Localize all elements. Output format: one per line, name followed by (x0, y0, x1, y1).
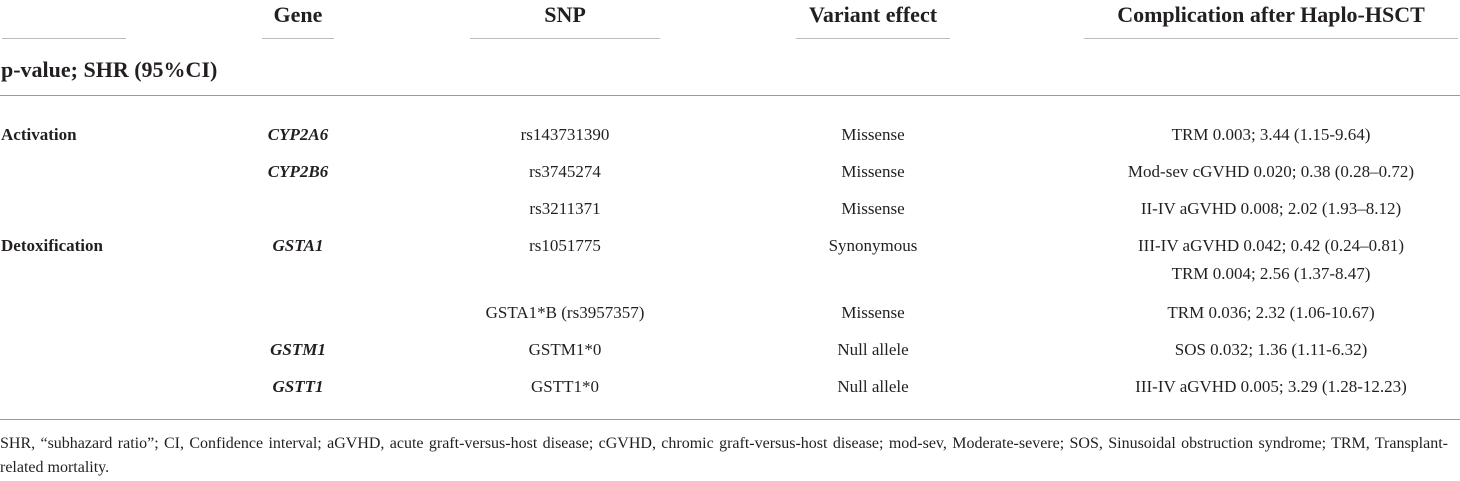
header-rule-snp (470, 38, 660, 39)
gene-cell: GSTM1 (270, 340, 326, 359)
complication-cell: TRM 0.003; 3.44 (1.15-9.64) (1171, 125, 1371, 144)
variant-effect-cell: Null allele (837, 377, 909, 396)
variant-effect-cell: Missense (841, 303, 905, 322)
variant-effect-cell: Synonymous (828, 236, 918, 255)
pathway-detoxification: Detoxification (1, 236, 103, 255)
snp-cell: rs3211371 (529, 199, 601, 218)
pathway-activation: Activation (1, 125, 77, 144)
snp-cell: rs1051775 (529, 236, 601, 255)
variant-effect-cell: Null allele (837, 340, 909, 359)
header-gene: Gene (273, 2, 323, 27)
subheader-pvalue: p-value; SHR (95%CI) (1, 57, 218, 82)
snp-cell: rs143731390 (520, 125, 610, 144)
complication-cell: Mod-sev cGVHD 0.020; 0.38 (0.28–0.72) (1127, 162, 1415, 181)
header-variant-effect: Variant effect (808, 2, 938, 27)
table-footnote: SHR, “subhazard ratio”; CI, Confidence interval; aGVHD, acute graft-versus-host disease; cGVHD, chromic graft-versus-host disease; mod-sev, Moderate-severe; SOS, Sinusoidal obstruction syndrome; TRM, Transplant-related mortality. (0, 435, 1448, 476)
complication-cell: III-IV aGVHD 0.042; 0.42 (0.24–0.81) (1138, 236, 1404, 255)
gene-cell: CYP2B6 (267, 162, 329, 181)
header-rule-pathway (2, 38, 126, 39)
complication-cell: TRM 0.036; 2.32 (1.06-10.67) (1167, 303, 1375, 322)
gene-cell: CYP2A6 (267, 125, 329, 144)
table-bottom-rule (0, 419, 1460, 420)
complication-cell: SOS 0.032; 1.36 (1.11-6.32) (1174, 340, 1368, 359)
header-complication: Complication after Haplo-HSCT (1117, 2, 1425, 27)
snp-cell: GSTM1*0 (528, 340, 602, 359)
variant-effect-cell: Missense (841, 162, 905, 181)
variant-effect-cell: Missense (841, 125, 905, 144)
header-bottom-rule (0, 95, 1460, 96)
gene-cell: GSTT1 (272, 377, 324, 396)
complication-cell: II-IV aGVHD 0.008; 2.02 (1.93–8.12) (1140, 199, 1402, 218)
snp-cell: GSTT1*0 (531, 377, 599, 396)
header-rule-complication (1084, 38, 1458, 39)
snp-cell: GSTA1*B (rs3957357) (485, 303, 645, 322)
gene-cell: GSTA1 (272, 236, 324, 255)
header-snp: SNP (544, 2, 586, 27)
complication-cell-secondary: TRM 0.004; 2.56 (1.37-8.47) (1171, 264, 1371, 283)
snp-cell: rs3745274 (529, 162, 601, 181)
header-rule-gene (262, 38, 334, 39)
variant-effect-cell: Missense (841, 199, 905, 218)
complication-cell: III-IV aGVHD 0.005; 3.29 (1.28-12.23) (1135, 377, 1407, 396)
header-rule-variant (796, 38, 950, 39)
